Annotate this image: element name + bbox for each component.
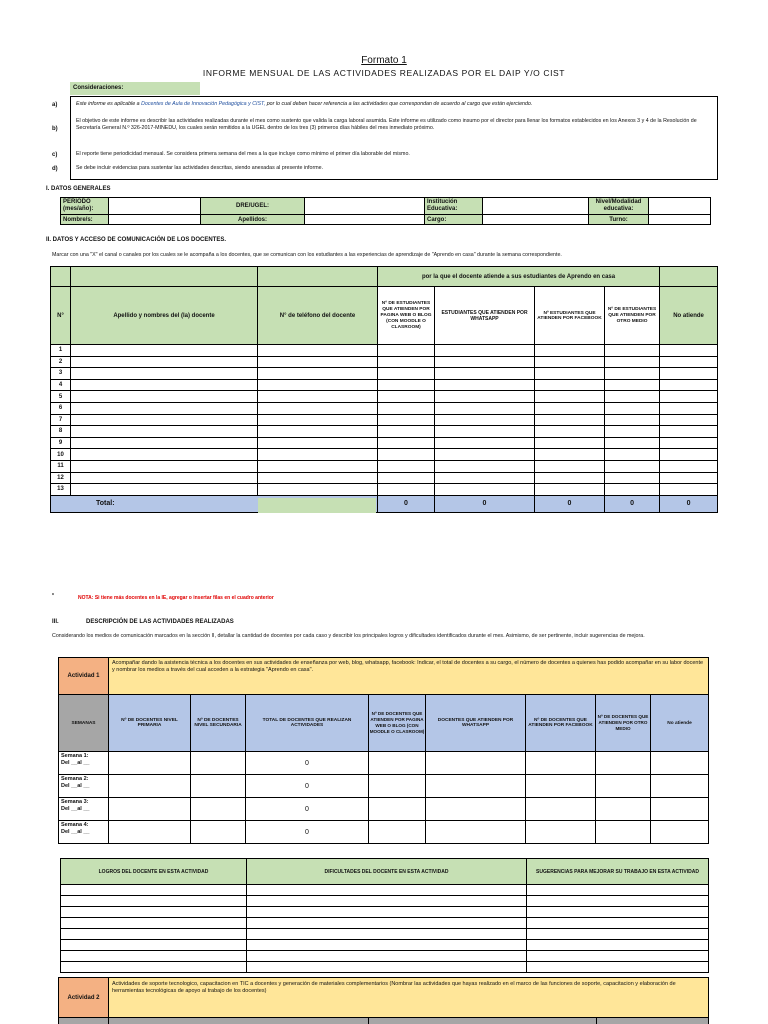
col-otro: Nº DE ESTUDIANTES QUE ATIENDEN POR OTRO MEDIO bbox=[605, 287, 660, 345]
doc-whatsapp-cell[interactable] bbox=[426, 798, 526, 821]
row-number: 8 bbox=[51, 426, 71, 438]
col-n: N° bbox=[51, 287, 71, 345]
doc-no-cell[interactable] bbox=[651, 775, 709, 798]
docente-phone-cell[interactable] bbox=[258, 484, 378, 496]
report-title: INFORME MENSUAL DE LAS ACTIVIDADES REALIZADAS POR EL DAIP Y/O CIST bbox=[202, 68, 566, 78]
facebook-cell[interactable] bbox=[535, 368, 605, 380]
facebook-cell[interactable] bbox=[535, 356, 605, 368]
web-cell[interactable] bbox=[378, 484, 435, 496]
actividad1-label: Actividad 1 bbox=[59, 658, 109, 695]
facebook-cell[interactable] bbox=[535, 426, 605, 438]
logros-cell[interactable] bbox=[61, 885, 247, 896]
whatsapp-cell[interactable] bbox=[435, 484, 535, 496]
doc-no-cell[interactable] bbox=[651, 821, 709, 844]
col-doc-whatsapp: DOCENTES QUE ATIENDEN POR WHATSAPP bbox=[426, 695, 526, 752]
web-cell[interactable] bbox=[378, 368, 435, 380]
col-web: Nº DE ESTUDIANTES QUE ATIENDEN POR PAGINA WEB O BLOG (CON MOODLE O CLASROOM) bbox=[378, 287, 435, 345]
doc-otro-cell[interactable] bbox=[596, 752, 651, 775]
week-label bbox=[59, 798, 109, 821]
row-number: 2 bbox=[51, 356, 71, 368]
table-row bbox=[51, 402, 718, 414]
otro-cell[interactable] bbox=[605, 368, 660, 380]
doc-web-cell[interactable] bbox=[369, 821, 426, 844]
row-number: 5 bbox=[51, 391, 71, 403]
table-row bbox=[51, 414, 718, 426]
row-number: 12 bbox=[51, 472, 71, 484]
facebook-cell[interactable] bbox=[535, 414, 605, 426]
primaria-cell[interactable] bbox=[109, 775, 191, 798]
consideraciones-label: Consideraciones: bbox=[70, 82, 200, 95]
docente-phone-cell[interactable] bbox=[258, 402, 378, 414]
row-number: 11 bbox=[51, 460, 71, 472]
col-primaria: Nº DE DOCENTES NIVEL PRIMARIA bbox=[109, 695, 191, 752]
facebook-cell[interactable] bbox=[535, 402, 605, 414]
week-range: Del __al __ bbox=[61, 829, 90, 835]
logros-row bbox=[61, 885, 709, 896]
total-docentes-cell: 0 bbox=[246, 821, 369, 844]
item-c-text: El reporte tiene periodicidad mensual. Se considera primera semana del mes a la que incluye como mínimo el primer día laborable del mismo. bbox=[76, 151, 410, 157]
dificultades-cell[interactable] bbox=[247, 896, 527, 907]
table-row bbox=[51, 426, 718, 438]
table-row bbox=[51, 345, 718, 357]
docente-phone-cell[interactable] bbox=[258, 426, 378, 438]
doc-no-cell[interactable] bbox=[651, 798, 709, 821]
doc-web-cell[interactable] bbox=[369, 775, 426, 798]
whatsapp-cell[interactable] bbox=[435, 460, 535, 472]
docente-phone-cell[interactable] bbox=[258, 356, 378, 368]
whatsapp-cell[interactable] bbox=[435, 414, 535, 426]
logros-table bbox=[60, 858, 709, 973]
dificultades-cell[interactable] bbox=[247, 940, 527, 951]
doc-facebook-cell[interactable] bbox=[526, 798, 596, 821]
week-row bbox=[59, 752, 709, 775]
table-row bbox=[51, 368, 718, 380]
otro-cell[interactable] bbox=[605, 356, 660, 368]
secundaria-cell[interactable] bbox=[191, 752, 246, 775]
turno-field[interactable] bbox=[649, 215, 711, 225]
no-atiende-cell[interactable] bbox=[660, 484, 718, 496]
table-row bbox=[51, 356, 718, 368]
web-cell[interactable] bbox=[378, 356, 435, 368]
table-row bbox=[51, 449, 718, 461]
doc-otro-cell[interactable] bbox=[596, 798, 651, 821]
section2-title: II. DATOS Y ACCESO DE COMUNICACIÓN DE LOS DOCENTES. bbox=[46, 237, 227, 243]
sugerencias-cell[interactable] bbox=[527, 918, 709, 929]
week-range: Del __al __ bbox=[61, 760, 90, 766]
docente-phone-cell[interactable] bbox=[258, 437, 378, 449]
act2-sub-1 bbox=[59, 1018, 109, 1024]
row-number: 1 bbox=[51, 345, 71, 357]
whatsapp-cell[interactable] bbox=[435, 345, 535, 357]
otro-cell[interactable] bbox=[605, 449, 660, 461]
logros-row bbox=[61, 907, 709, 918]
doc-otro-cell[interactable] bbox=[596, 821, 651, 844]
dificultades-header: DIFICULTADES DEL DOCENTE EN ESTA ACTIVIDAD bbox=[247, 859, 527, 885]
no-atiende-cell[interactable] bbox=[660, 426, 718, 438]
whatsapp-cell[interactable] bbox=[435, 356, 535, 368]
item-a-highlight: Docentes de Aula de Innovación Pedagógica y CIST, bbox=[141, 101, 266, 107]
week-label bbox=[59, 752, 109, 775]
turno-label: Turno: bbox=[589, 215, 649, 225]
logros-row bbox=[61, 896, 709, 907]
no-atiende-cell[interactable] bbox=[660, 449, 718, 461]
doc-otro-cell[interactable] bbox=[596, 775, 651, 798]
nombres-label: Nombre/s: bbox=[61, 215, 109, 225]
docente-name-cell[interactable] bbox=[71, 345, 258, 357]
sugerencias-cell[interactable] bbox=[527, 885, 709, 896]
dificultades-cell[interactable] bbox=[247, 962, 527, 973]
otro-cell[interactable] bbox=[605, 472, 660, 484]
docente-name-cell[interactable] bbox=[71, 437, 258, 449]
no-atiende-cell[interactable] bbox=[660, 402, 718, 414]
doc-facebook-cell[interactable] bbox=[526, 752, 596, 775]
total-no: 0 bbox=[660, 495, 718, 512]
col-doc-no: No atiende bbox=[651, 695, 709, 752]
primaria-cell[interactable] bbox=[109, 752, 191, 775]
datos-generales-table bbox=[60, 197, 711, 225]
week-range: Del __al __ bbox=[61, 806, 90, 812]
logros-row bbox=[61, 918, 709, 929]
doc-facebook-cell[interactable] bbox=[526, 821, 596, 844]
item-c-letter: c) bbox=[52, 152, 58, 158]
hdr-blank-n bbox=[51, 267, 71, 287]
week-label bbox=[59, 821, 109, 844]
doc-whatsapp-cell[interactable] bbox=[426, 775, 526, 798]
sugerencias-header: SUGERENCIAS PARA MEJORAR SU TRABAJO EN ESTA ACTIVIDAD bbox=[527, 859, 709, 885]
doc-web-cell[interactable] bbox=[369, 752, 426, 775]
secundaria-cell[interactable] bbox=[191, 821, 246, 844]
whatsapp-cell[interactable] bbox=[435, 437, 535, 449]
col-phone: N° de teléfono del docente bbox=[258, 287, 378, 345]
cargo-field[interactable] bbox=[483, 215, 589, 225]
otro-cell[interactable] bbox=[605, 414, 660, 426]
item-d-letter: d) bbox=[52, 166, 58, 172]
week-name: Semana 2: bbox=[61, 776, 89, 782]
table-row bbox=[51, 379, 718, 391]
actividad2-label: Actividad 2 bbox=[59, 978, 109, 1018]
row-number: 13 bbox=[51, 484, 71, 496]
section2-instruction: Marcar con una "X" el canal o canales por los cuales se le acompaña a los docentes, que se comunican con los estudiantes a las experiencias de aprendizaje de "Aprendo en casa" durante la semana correspondiente. bbox=[52, 252, 562, 258]
item-a-pre: Este informe es aplicable a bbox=[76, 101, 142, 107]
week-row bbox=[59, 775, 709, 798]
docente-phone-cell[interactable] bbox=[258, 460, 378, 472]
docente-phone-cell[interactable] bbox=[258, 391, 378, 403]
sugerencias-cell[interactable] bbox=[527, 962, 709, 973]
web-cell[interactable] bbox=[378, 345, 435, 357]
docente-phone-cell[interactable] bbox=[258, 368, 378, 380]
docente-name-cell[interactable] bbox=[71, 356, 258, 368]
no-atiende-cell[interactable] bbox=[660, 368, 718, 380]
logros-header: LOGROS DEL DOCENTE EN ESTA ACTIVIDAD bbox=[61, 859, 247, 885]
row-number: 4 bbox=[51, 379, 71, 391]
facebook-cell[interactable] bbox=[535, 391, 605, 403]
hdr-blank-phone bbox=[258, 267, 378, 287]
otro-cell[interactable] bbox=[605, 402, 660, 414]
sugerencias-cell[interactable] bbox=[527, 951, 709, 962]
no-atiende-cell[interactable] bbox=[660, 391, 718, 403]
logros-row bbox=[61, 951, 709, 962]
web-cell[interactable] bbox=[378, 402, 435, 414]
otro-cell[interactable] bbox=[605, 437, 660, 449]
no-atiende-cell[interactable] bbox=[660, 345, 718, 357]
logros-row bbox=[61, 940, 709, 951]
sugerencias-cell[interactable] bbox=[527, 896, 709, 907]
hdr-blank-name bbox=[71, 267, 258, 287]
col-secundaria: Nº DE DOCENTES NIVEL SECUNDARIA bbox=[191, 695, 246, 752]
whatsapp-cell[interactable] bbox=[435, 391, 535, 403]
nombres-field[interactable] bbox=[109, 215, 201, 225]
section3-num: III. bbox=[52, 619, 59, 625]
cargo-label: Cargo: bbox=[425, 215, 483, 225]
row-number: 3 bbox=[51, 368, 71, 380]
dificultades-cell[interactable] bbox=[247, 929, 527, 940]
act2-sub-3 bbox=[369, 1018, 597, 1024]
doc-whatsapp-cell[interactable] bbox=[426, 752, 526, 775]
dre-field[interactable] bbox=[305, 198, 425, 215]
web-cell[interactable] bbox=[378, 426, 435, 438]
nota-text: NOTA: Si tiene más docentes en la IE, agregar o insertar filas en el cuadro anterior bbox=[78, 595, 274, 601]
col-no: No atiende bbox=[660, 287, 718, 345]
dificultades-cell[interactable] bbox=[247, 918, 527, 929]
dificultades-cell[interactable] bbox=[247, 907, 527, 918]
nivel-field[interactable] bbox=[649, 198, 711, 215]
item-a-letter: a) bbox=[52, 102, 58, 108]
nota-star: * bbox=[52, 593, 54, 599]
institucion-field[interactable] bbox=[483, 198, 589, 215]
logros-row bbox=[61, 929, 709, 940]
otro-cell[interactable] bbox=[605, 484, 660, 496]
web-cell[interactable] bbox=[378, 437, 435, 449]
act2-sub-4 bbox=[597, 1018, 709, 1024]
no-atiende-cell[interactable] bbox=[660, 460, 718, 472]
actividad2-table bbox=[58, 977, 709, 1024]
docente-phone-cell[interactable] bbox=[258, 379, 378, 391]
total-facebook: 0 bbox=[535, 495, 605, 512]
week-name: Semana 4: bbox=[61, 822, 89, 828]
otro-cell[interactable] bbox=[605, 391, 660, 403]
docente-name-cell[interactable] bbox=[71, 414, 258, 426]
docente-phone-cell[interactable] bbox=[258, 345, 378, 357]
logros-cell[interactable] bbox=[61, 962, 247, 973]
facebook-cell[interactable] bbox=[535, 379, 605, 391]
web-cell[interactable] bbox=[378, 379, 435, 391]
group-header: por la que el docente atiende a sus estudiantes de Aprendo en casa bbox=[378, 267, 660, 287]
col-whatsapp: ESTUDIANTES QUE ATIENDEN POR WHATSAPP bbox=[435, 287, 535, 345]
item-b-letter: b) bbox=[52, 126, 58, 132]
row-number: 7 bbox=[51, 414, 71, 426]
no-atiende-cell[interactable] bbox=[660, 356, 718, 368]
docente-name-cell[interactable] bbox=[71, 460, 258, 472]
table-row bbox=[51, 391, 718, 403]
col-doc-web: Nº DE DOCENTES QUE ATIENDEN POR PAGINA WEB O BLOG (CON MOODLE O CLASROOM) bbox=[369, 695, 426, 752]
total-label: Total: bbox=[51, 495, 378, 512]
dre-label: DRE/UGEL: bbox=[201, 198, 305, 215]
sugerencias-cell[interactable] bbox=[527, 929, 709, 940]
item-a-post: por lo cual deben hacer referencia a las actividades que correspondan de acuerdo al cargo que están ejerciendo. bbox=[265, 101, 533, 107]
doc-facebook-cell[interactable] bbox=[526, 775, 596, 798]
row-number: 10 bbox=[51, 449, 71, 461]
docentes-table bbox=[50, 266, 718, 513]
apellidos-field[interactable] bbox=[305, 215, 425, 225]
docente-name-cell[interactable] bbox=[71, 449, 258, 461]
doc-no-cell[interactable] bbox=[651, 752, 709, 775]
total-docentes-cell: 0 bbox=[246, 775, 369, 798]
secundaria-cell[interactable] bbox=[191, 798, 246, 821]
total-docentes-cell: 0 bbox=[246, 798, 369, 821]
web-cell[interactable] bbox=[378, 460, 435, 472]
total-docentes-cell: 0 bbox=[246, 752, 369, 775]
web-cell[interactable] bbox=[378, 414, 435, 426]
logros-cell[interactable] bbox=[61, 951, 247, 962]
week-row bbox=[59, 798, 709, 821]
no-atiende-cell[interactable] bbox=[660, 414, 718, 426]
item-d-text: Se debe incluir evidencias para sustentar las actividades descritas, siendo anexadas al presente informe. bbox=[76, 165, 324, 171]
otro-cell[interactable] bbox=[605, 426, 660, 438]
periodo-label: PERIODO (mes/año): bbox=[61, 198, 109, 215]
whatsapp-cell[interactable] bbox=[435, 426, 535, 438]
no-atiende-cell[interactable] bbox=[660, 437, 718, 449]
section1-title: I. DATOS GENERALES bbox=[46, 186, 111, 192]
otro-cell[interactable] bbox=[605, 460, 660, 472]
col-doc-facebook: Nº DE DOCENTES QUE ATIENDEN POR FACEBOOK bbox=[526, 695, 596, 752]
otro-cell[interactable] bbox=[605, 379, 660, 391]
docente-phone-cell[interactable] bbox=[258, 414, 378, 426]
col-facebook: Nº ESTUDIANTES QUE ATIENDEN POR FACEBOOK bbox=[535, 287, 605, 345]
periodo-field[interactable] bbox=[109, 198, 201, 215]
row-number: 6 bbox=[51, 402, 71, 414]
sugerencias-cell[interactable] bbox=[527, 907, 709, 918]
logros-cell[interactable] bbox=[61, 918, 247, 929]
col-total: TOTAL DE DOCENTES QUE REALIZAN ACTIVIDADES bbox=[246, 695, 369, 752]
dificultades-cell[interactable] bbox=[247, 951, 527, 962]
doc-whatsapp-cell[interactable] bbox=[426, 821, 526, 844]
total-whatsapp: 0 bbox=[435, 495, 535, 512]
no-atiende-cell[interactable] bbox=[660, 472, 718, 484]
week-row bbox=[59, 821, 709, 844]
whatsapp-cell[interactable] bbox=[435, 402, 535, 414]
whatsapp-cell[interactable] bbox=[435, 379, 535, 391]
whatsapp-cell[interactable] bbox=[435, 449, 535, 461]
week-name: Semana 3: bbox=[61, 799, 89, 805]
sugerencias-cell[interactable] bbox=[527, 940, 709, 951]
week-range: Del __al __ bbox=[61, 783, 90, 789]
docente-name-cell[interactable] bbox=[71, 426, 258, 438]
docente-name-cell[interactable] bbox=[71, 379, 258, 391]
no-atiende-cell[interactable] bbox=[660, 379, 718, 391]
total-otro: 0 bbox=[605, 495, 660, 512]
docente-name-cell[interactable] bbox=[71, 472, 258, 484]
logros-cell[interactable] bbox=[61, 896, 247, 907]
row-number: 9 bbox=[51, 437, 71, 449]
hdr-blank-no bbox=[660, 267, 718, 287]
item-b-text: El objetivo de este informe es describir las actividades realizadas durante el mes como sustento que valida la carga laboral asumida. Este informe es utilizado como insumo por el director para llenar los formatos establecidos en los Anexos 3 y 4 de la Resolución de Secretaría General N.º 326-2017-MINEDU, los cuales serán remitidos a la UGEL dentro de los tres (3) primeros días hábiles del mes inmediato próximo. bbox=[76, 118, 697, 131]
facebook-cell[interactable] bbox=[535, 437, 605, 449]
actividad1-table bbox=[58, 657, 709, 844]
web-cell[interactable] bbox=[378, 472, 435, 484]
logros-cell[interactable] bbox=[61, 907, 247, 918]
logros-row bbox=[61, 962, 709, 973]
logros-cell[interactable] bbox=[61, 929, 247, 940]
nivel-label: Nivel/Modalidad educativa: bbox=[589, 198, 649, 215]
col-semanas: SEMANAS bbox=[59, 695, 109, 752]
section3-title: DESCRIPCIÓN DE LAS ACTIVIDADES REALIZADAS bbox=[86, 619, 234, 625]
total-web: 0 bbox=[378, 495, 435, 512]
docente-name-cell[interactable] bbox=[71, 368, 258, 380]
facebook-cell[interactable] bbox=[535, 484, 605, 496]
web-cell[interactable] bbox=[378, 391, 435, 403]
formato-title: Formato 1 bbox=[361, 55, 407, 66]
col-doc-otro: Nº DE DOCENTES QUE ATIENDEN POR OTRO MEDIO bbox=[596, 695, 651, 752]
week-label bbox=[59, 775, 109, 798]
act2-sub-2 bbox=[109, 1018, 369, 1024]
table-row bbox=[51, 437, 718, 449]
docente-name-cell[interactable] bbox=[71, 391, 258, 403]
col-name: Apellido y nombres del (la) docente bbox=[71, 287, 258, 345]
actividad2-text: Actividades de soporte tecnologico, capacitacion en TIC a docentes y generación de materiales complementarios (Nombrar las actividades que hayas realizado en el marco de las funciones de soporte, capacitacion y elaboración de herramientas tecnológicas de apoyo al trabajo de los docentes) bbox=[109, 978, 709, 1018]
whatsapp-cell[interactable] bbox=[435, 368, 535, 380]
whatsapp-cell[interactable] bbox=[435, 472, 535, 484]
facebook-cell[interactable] bbox=[535, 449, 605, 461]
institucion-label: Institución Educativa: bbox=[425, 198, 483, 215]
facebook-cell[interactable] bbox=[535, 460, 605, 472]
apellidos-label: Apellidos: bbox=[201, 215, 305, 225]
doc-web-cell[interactable] bbox=[369, 798, 426, 821]
table-row bbox=[51, 460, 718, 472]
docente-name-cell[interactable] bbox=[71, 402, 258, 414]
docente-name-cell[interactable] bbox=[71, 484, 258, 496]
dificultades-cell[interactable] bbox=[247, 885, 527, 896]
otro-cell[interactable] bbox=[605, 345, 660, 357]
total-phone-shade bbox=[258, 498, 376, 513]
logros-cell[interactable] bbox=[61, 940, 247, 951]
item-a-text bbox=[76, 101, 716, 108]
actividad1-text: Acompañar dando la asistencia técnica a los docentes en sus actividades de enseñanza por web, blog, whatsapp, facebook: Indicar, el total de docentes a su cargo, el número de docentes a quienes has podido acompañar en su labor docente y nombrar los medios a través del cual acceden a la estrategia "Aprendo en casa". bbox=[109, 658, 709, 695]
web-cell[interactable] bbox=[378, 449, 435, 461]
table-row bbox=[51, 472, 718, 484]
docente-phone-cell[interactable] bbox=[258, 472, 378, 484]
table-row bbox=[51, 484, 718, 496]
section3-intro: Considerando los medios de comunicación marcados en la sección II, detallar la cantidad de docentes por cada caso y describir los principales logros y dificultades identificados durante el mes. Asimismo, de ser pertinente, incluir sugerencias de mejora. bbox=[52, 633, 645, 639]
primaria-cell[interactable] bbox=[109, 821, 191, 844]
docente-phone-cell[interactable] bbox=[258, 449, 378, 461]
secundaria-cell[interactable] bbox=[191, 775, 246, 798]
week-name: Semana 1: bbox=[61, 753, 89, 759]
facebook-cell[interactable] bbox=[535, 472, 605, 484]
facebook-cell[interactable] bbox=[535, 345, 605, 357]
primaria-cell[interactable] bbox=[109, 798, 191, 821]
